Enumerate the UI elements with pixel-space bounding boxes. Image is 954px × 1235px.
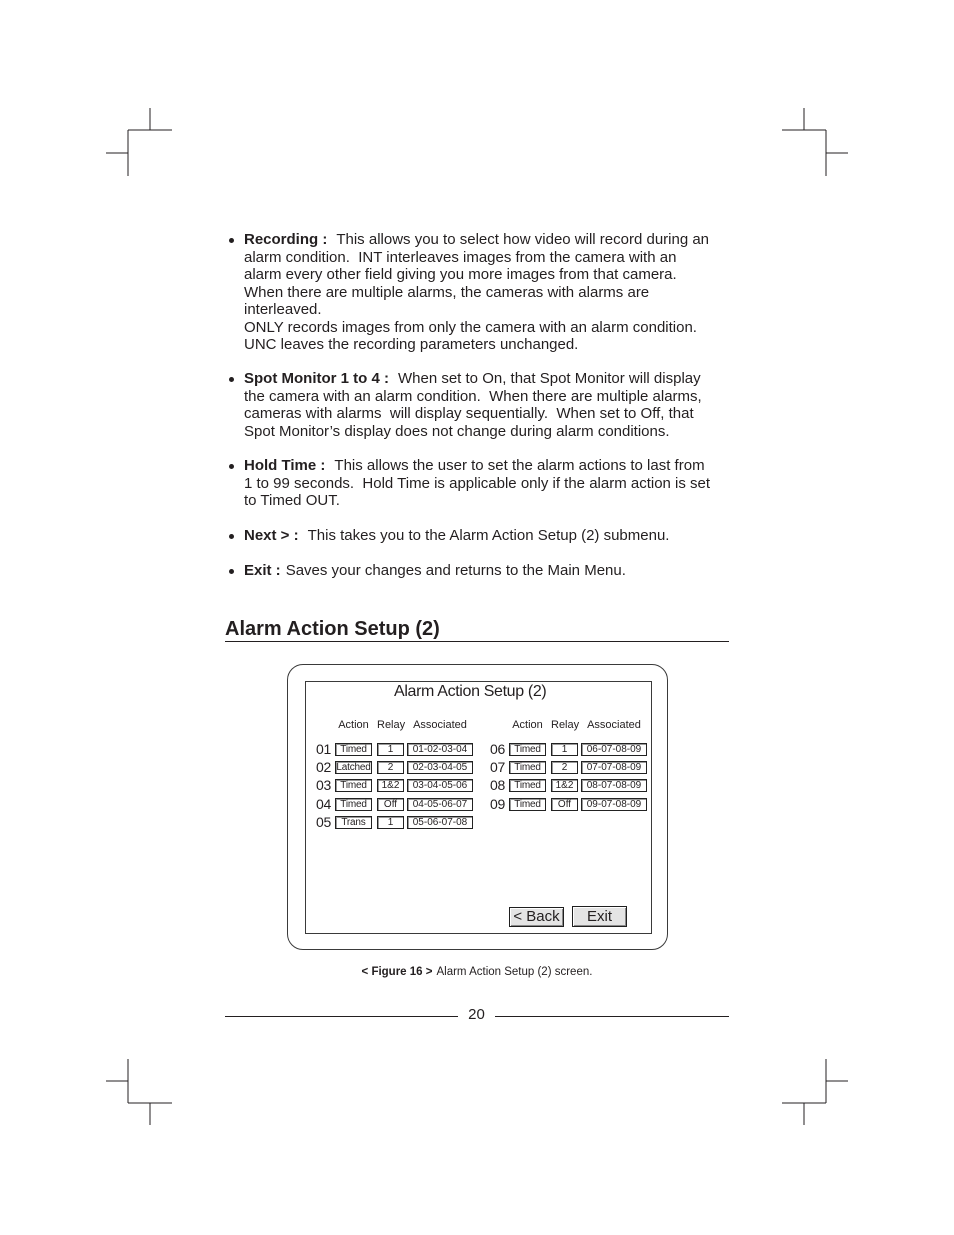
bullet-line: When there are multiple alarms, the cameras with alarms are [244, 283, 650, 301]
bullet-line: Spot Monitor’s display does not change during alarm conditions. [244, 422, 670, 440]
bullet-spot-monitor [244, 370, 702, 440]
bullet-line [244, 370, 702, 388]
alarm-number: 02 [316, 759, 331, 776]
associated-field: 02-03-04-05 [407, 761, 473, 774]
action-field: Timed [335, 779, 372, 792]
back-button: < Back [509, 907, 564, 927]
associated-field: 09-07-08-09 [581, 798, 647, 811]
alarm-row-08 [490, 779, 650, 792]
alarm-row-02 [316, 761, 476, 774]
bullet-dot [229, 534, 234, 539]
alarm-number: 07 [490, 759, 505, 776]
associated-field: 04-05-06-07 [407, 798, 473, 811]
bullet-dot [229, 377, 234, 382]
associated-field: 06-07-08-09 [581, 743, 647, 756]
bullet-label: Next > : [244, 527, 299, 544]
caption-text: Alarm Action Setup (2) screen. [436, 966, 593, 978]
action-field: Timed [335, 743, 372, 756]
relay-field: 2 [551, 761, 578, 774]
relay-field: 1&2 [377, 779, 404, 792]
bullet-label: Hold Time : [244, 457, 326, 474]
alarm-row-05 [316, 813, 476, 830]
section-heading: Alarm Action Setup (2) [225, 618, 440, 640]
alarm-number: 05 [316, 813, 331, 830]
footer-rule-left [225, 1016, 458, 1017]
figure-caption [225, 965, 729, 979]
column-header-action: Action [338, 719, 369, 731]
bullet-text: Saves your changes and returns to the Main Menu. [285, 562, 626, 579]
bullet-recording [244, 231, 709, 354]
associated-field: 03-04-05-06 [407, 779, 473, 792]
bullet-text: This allows you to select how video will record during an [336, 231, 710, 248]
bullet-line: alarm every other field giving you more images from that camera. [244, 266, 677, 283]
alarm-number: 04 [316, 795, 331, 812]
relay-field: 2 [377, 761, 404, 774]
column-header-associated: Associated [587, 719, 641, 731]
screen-title: Alarm Action Setup (2) [394, 683, 547, 700]
bullet-exit [244, 562, 626, 580]
relay-field: Off [377, 798, 404, 811]
footer-rule-right [495, 1016, 729, 1017]
associated-field: 07-07-08-09 [581, 761, 647, 774]
column-header-associated: Associated [413, 719, 467, 731]
bullet-dot [229, 569, 234, 574]
alarm-number: 08 [490, 777, 505, 794]
bullet-text: This allows the user to set the alarm actions to last from [334, 457, 705, 474]
bullet-line: the camera with an alarm condition. When there are multiple alarms, [244, 387, 702, 405]
bullet-label: Spot Monitor 1 to 4 : [244, 370, 389, 387]
alarm-number: 03 [316, 777, 331, 794]
alarm-number: 01 [316, 741, 331, 757]
action-field: Timed [509, 743, 546, 756]
alarm-group-right [490, 719, 650, 839]
bullet-line: cameras with alarms will display sequentially. When set to Off, that [244, 405, 694, 422]
action-field: Trans [335, 816, 372, 829]
bullet-line [244, 231, 709, 249]
bullet-line: ONLY records images from only the camera with an alarm condition. [244, 318, 697, 336]
relay-field: 1 [551, 743, 578, 756]
associated-field: 08-07-08-09 [581, 779, 647, 792]
bullet-line: alarm condition. INT interleaves images from the camera with an [244, 248, 677, 266]
alarm-row-07 [490, 761, 650, 774]
bullet-next [244, 527, 669, 545]
bullet-line: to Timed OUT. [244, 492, 340, 509]
column-header-relay: Relay [551, 719, 580, 731]
alarm-row-09 [490, 795, 650, 812]
alarm-row-04 [316, 795, 476, 812]
associated-field: 01-02-03-04 [407, 743, 473, 756]
relay-field: 1 [377, 816, 404, 829]
relay-field: Off [551, 798, 578, 811]
column-header-action: Action [512, 719, 543, 731]
bullet-line: 1 to 99 seconds. Hold Time is applicable only if the alarm action is set [244, 474, 711, 492]
action-field: Timed [509, 798, 546, 811]
alarm-number: 06 [490, 741, 505, 757]
action-field: Timed [509, 761, 546, 774]
alarm-row-01 [316, 743, 476, 756]
bullet-dot [229, 238, 234, 243]
bullet-text: This takes you to the Alarm Action Setup (2) submenu. [307, 527, 670, 544]
action-field: Timed [335, 798, 372, 811]
alarm-number: 09 [490, 795, 505, 812]
bullet-hold-time [244, 457, 710, 510]
bullet-line [244, 562, 626, 580]
alarm-group-left [316, 719, 476, 839]
bullet-line [244, 527, 669, 545]
associated-field: 05-06-07-08 [407, 816, 473, 829]
exit-button: Exit [572, 906, 627, 927]
alarm-row-03 [316, 779, 476, 792]
bullet-line [244, 457, 710, 475]
bullet-text: When set to On, that Spot Monitor will display [397, 370, 701, 387]
alarm-row-06 [490, 743, 650, 756]
bullet-line: interleaved. [244, 301, 322, 318]
relay-field: 1&2 [551, 779, 578, 792]
bullet-dot [229, 464, 234, 469]
bullet-label: Exit : [244, 562, 281, 579]
heading-rule [225, 641, 729, 642]
action-field: Timed [509, 779, 546, 792]
relay-field: 1 [377, 743, 404, 756]
page-number: 20 [468, 1006, 485, 1023]
bullet-line: UNC leaves the recording parameters unchanged. [244, 336, 579, 353]
bullet-label: Recording : [244, 231, 328, 248]
action-field: Latched [336, 762, 371, 774]
caption-label: < Figure 16 > [361, 966, 433, 978]
column-header-relay: Relay [377, 719, 406, 731]
